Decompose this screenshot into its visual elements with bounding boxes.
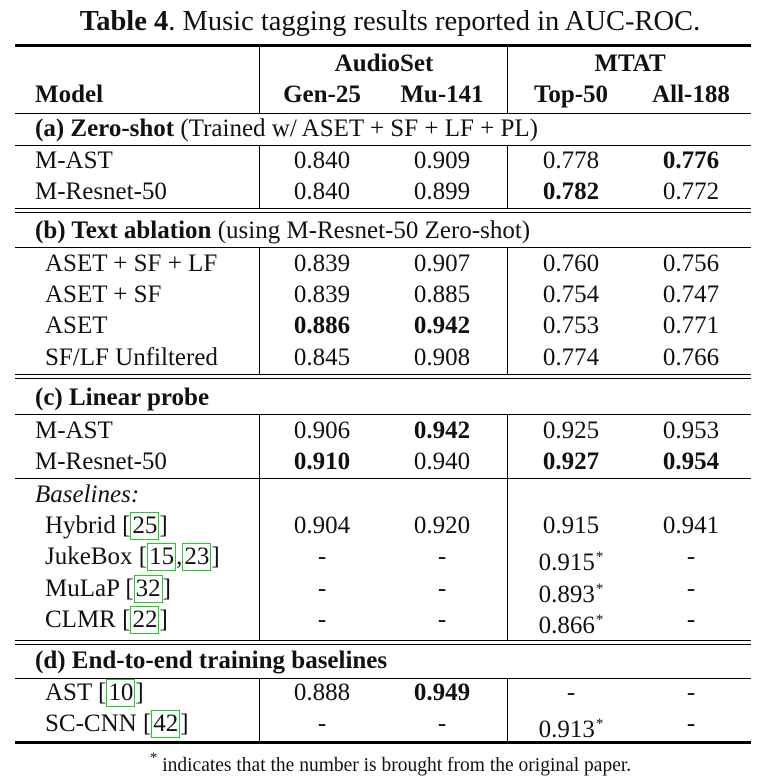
model-name: Hybrid [45,512,123,539]
caption-label: Table 4 [79,6,169,37]
model-name: JukeBox [45,543,139,570]
section-d-label: (d) End-to-end training baselines [35,647,388,674]
cell-gen25: 0.845 [293,344,351,371]
cell-all188: 0.954 [662,448,720,475]
cell-top50: 0.915 [542,512,600,539]
row-model: CLMR [22] [45,606,168,633]
cell-gen25: - [317,710,327,737]
section-c-end-rule-1 [15,640,751,641]
vrule-2-a [507,145,508,208]
cell-gen25: 0.839 [293,281,351,308]
cell-all188: - [686,543,696,570]
asterisk: * [595,612,604,628]
cell-top50 [511,709,631,745]
section-a-end-rule-1 [15,208,751,209]
row-model: ASET [45,312,108,339]
cell-all188: - [686,606,696,633]
cell-gen25: - [317,575,327,602]
vrule-2-c [507,414,508,640]
cell-gen25: 0.906 [293,417,351,444]
cell-value: 0.913 [538,716,595,743]
section-a-label: (a) Zero-shot [35,115,175,142]
cell-gen25: 0.886 [293,312,351,339]
cell-mu141: 0.949 [413,679,471,706]
table-caption [0,2,780,42]
row-model: M-AST [35,147,113,174]
vrule-1-header [259,46,260,113]
cell-top50: 0.754 [542,281,600,308]
citation-link[interactable]: 42 [153,710,179,737]
section-b-title [35,216,530,246]
cell-mu141: 0.885 [413,281,471,308]
top-rule [15,44,751,47]
cell-mu141: - [437,710,447,737]
cell-all188: 0.747 [662,281,720,308]
citation-link[interactable]: 22 [132,606,158,633]
asterisk: * [595,581,604,597]
row-model: MuLaP [32] [45,575,171,602]
citation-link[interactable]: 25 [132,512,158,539]
cell-gen25: 0.910 [293,448,351,475]
cell-value: 0.915 [538,549,595,576]
citation-separator: , [176,543,183,570]
cell-mu141: 0.942 [413,312,471,339]
cell-all188: 0.776 [662,147,720,174]
section-a-note: (Trained w/ ASET + SF + LF + PL) [174,115,538,142]
cell-top50: 0.925 [542,417,600,444]
section-b-label: (b) Text ablation [35,217,212,244]
section-a-title [35,114,538,144]
cell-all188: 0.771 [662,312,720,339]
cell-gen25: 0.888 [293,679,351,706]
cell-gen25: 0.904 [293,512,351,539]
cell-all188: 0.766 [662,344,720,371]
model-name: SC-CNN [45,710,143,737]
header-mu141: Mu-141 [400,81,484,108]
citation-link[interactable]: 15 [149,543,175,570]
row-model: M-Resnet-50 [35,178,167,205]
section-d-title [35,646,387,676]
cell-mu141: 0.920 [413,512,471,539]
row-model: JukeBox [15,23] [45,543,220,570]
cell-all188: 0.953 [662,417,720,444]
group-mtat: MTAT [594,50,666,77]
cell-top50: 0.782 [542,178,600,205]
baselines-label: Baselines: [35,481,140,508]
model-name: AST [45,679,99,706]
section-a-end-rule-2 [15,212,751,213]
row-model: SF/LF Unfiltered [45,344,218,371]
cell-gen25: 0.839 [293,250,351,277]
vrule-2-b [507,247,508,374]
cell-top50: 0.778 [542,147,600,174]
section-b-end-rule-1 [15,374,751,375]
caption-text: . Music tagging results reported in AUC-ROC. [168,6,701,37]
model-name: MuLaP [45,575,126,602]
citation-link[interactable]: 10 [108,679,134,706]
cell-mu141: 0.899 [413,178,471,205]
cell-mu141: - [437,575,447,602]
model-name: CLMR [45,606,123,633]
cell-mu141: 0.940 [413,448,471,475]
cell-all188: - [686,575,696,602]
header-top50: Top-50 [533,81,609,108]
group-audioset: AudioSet [334,50,434,77]
cell-mu141: - [437,543,447,570]
cell-gen25: 0.840 [293,147,351,174]
vrule-1-a [259,145,260,208]
row-model: SC-CNN [42] [45,710,189,737]
vrule-1-c [259,414,260,640]
cell-mu141: 0.908 [413,344,471,371]
cell-top50: 0.927 [542,448,600,475]
asterisk: * [149,750,158,766]
row-model: AST [10] [45,679,144,706]
footnote-text: indicates that the number is brought from the original paper. [157,755,632,776]
cell-value: 0.866 [538,612,595,639]
cell-all188: 0.941 [662,512,720,539]
section-b-end-rule-2 [15,378,751,379]
cell-all188: 0.772 [662,178,720,205]
cell-all188: - [686,710,696,737]
header-all188: All-188 [652,81,730,108]
cell-top50: 0.753 [542,312,600,339]
cell-gen25: 0.840 [293,178,351,205]
cell-value: 0.893 [538,581,595,608]
cell-all188: 0.756 [662,250,720,277]
citation-link[interactable]: 32 [135,575,161,602]
cell-top50 [511,605,631,641]
header-model: Model [35,81,104,108]
row-model: M-AST [35,417,113,444]
row-model: Hybrid [25] [45,512,168,539]
cell-mu141: 0.907 [413,250,471,277]
cell-top50: - [566,679,576,706]
section-c-label: (c) Linear probe [35,384,210,411]
cell-mu141: 0.909 [413,147,471,174]
vrule-1-b [259,247,260,374]
asterisk: * [595,549,604,565]
row-model: ASET + SF [45,281,162,308]
section-c-title [35,383,209,413]
cell-top50 [511,542,631,578]
cell-mu141: - [437,606,447,633]
cell-gen25: - [317,606,327,633]
cell-top50: 0.774 [542,344,600,371]
vrule-2-d [507,678,508,741]
row-model: M-Resnet-50 [35,448,167,475]
vrule-2-header [507,46,508,113]
cell-mu141: 0.942 [413,417,471,444]
header-gen25: Gen-25 [283,81,361,108]
cell-top50: 0.760 [542,250,600,277]
row-model: ASET + SF + LF [45,250,218,277]
section-b-note: (using M-Resnet-50 Zero-shot) [211,217,531,244]
cell-all188: - [686,679,696,706]
table-footnote [0,744,780,780]
cell-gen25: - [317,543,327,570]
vrule-1-d [259,678,260,741]
citation-link[interactable]: 23 [184,543,210,570]
asterisk: * [595,716,604,732]
